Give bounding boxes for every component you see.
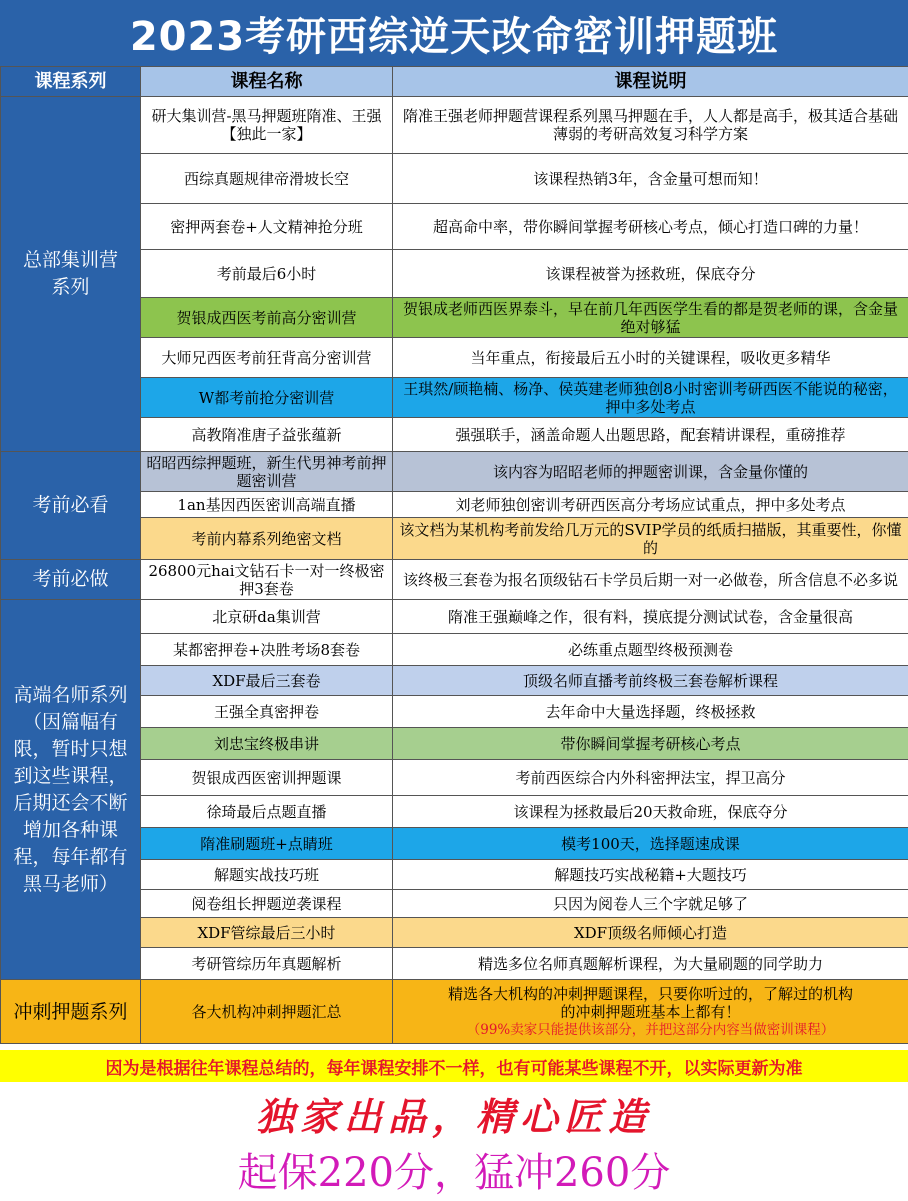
course-name: 昭昭西综押题班，新生代男神考前押题密训营 xyxy=(141,452,393,492)
course-name: 大师兄西医考前狂背高分密训营 xyxy=(141,338,393,378)
page-title: 2023考研西综逆天改命密训押题班 xyxy=(0,0,908,66)
course-name: 1an基因西医密训高端直播 xyxy=(141,492,393,518)
category-label: 总部集训营系列 xyxy=(22,249,118,298)
course-name: 隋准刷题班+点睛班 xyxy=(141,828,393,860)
course-name: 贺银成西医密训押题课 xyxy=(141,760,393,796)
course-name: 王强全真密押卷 xyxy=(141,696,393,728)
table-row xyxy=(1,980,908,1044)
course-desc: 模考100天，选择题速成课 xyxy=(393,828,908,860)
course-name: 考前内幕系列绝密文档 xyxy=(141,518,393,560)
course-desc: 只因为阅卷人三个字就足够了 xyxy=(393,890,908,918)
course-desc: 刘老师独创密训考研西医高分考场应试重点，押中多处考点 xyxy=(393,492,908,518)
course-desc: XDF顶级名师倾心打造 xyxy=(393,918,908,948)
table-row xyxy=(1,97,908,154)
course-name: 贺银成西医考前高分密训营 xyxy=(141,298,393,338)
course-name: 西综真题规律帝滑坡长空 xyxy=(141,154,393,204)
header-category: 课程系列 xyxy=(1,67,141,97)
course-desc: 去年命中大量选择题，终极拯救 xyxy=(393,696,908,728)
slogan: 独家出品，精心匠造 xyxy=(255,1094,652,1139)
course-desc: 当年重点，衔接最后五小时的关键课程，吸收更多精华 xyxy=(393,338,908,378)
course-desc: 考前西医综合内外科密押法宝，捍卫高分 xyxy=(393,760,908,796)
course-desc: 该课程热销3年，含金量可想而知！ xyxy=(393,154,908,204)
course-desc: 该课程被誉为拯救班，保底夺分 xyxy=(393,250,908,298)
course-desc: 隋准王强巅峰之作，很有料，摸底提分测试试卷，含金量很高 xyxy=(393,600,908,634)
course-desc: 隋准王强老师押题营课程系列黑马押题在手，人人都是高手，极其适合基础薄弱的考研高效复习科学方案 xyxy=(393,97,908,154)
course-desc: 精选多位名师真题解析课程，为大量刷题的同学助力 xyxy=(393,948,908,980)
course-desc: 超高命中率，带你瞬间掌握考研核心考点，倾心打造口碑的力量！ xyxy=(393,204,908,250)
course-name: 刘忠宝终极串讲 xyxy=(141,728,393,760)
course-desc: 顶级名师直播考前终极三套卷解析课程 xyxy=(393,666,908,696)
table-row xyxy=(1,452,908,492)
score-line: 起保220分，猛冲260分 xyxy=(237,1150,671,1196)
course-desc: 贺银成老师西医界泰斗，早在前几年西医学生看的都是贺老师的课，含金量绝对够猛 xyxy=(393,298,908,338)
category-cell xyxy=(1,97,141,452)
category-cell xyxy=(1,600,141,980)
course-desc: 带你瞬间掌握考研核心考点 xyxy=(393,728,908,760)
course-name: W都考前抢分密训营 xyxy=(141,378,393,418)
course-name: 阅卷组长押题逆袭课程 xyxy=(141,890,393,918)
course-name: 徐琦最后点题直播 xyxy=(141,796,393,828)
course-desc: 王琪然/顾艳楠、杨净、侯英建老师独创8小时密训考研西医不能说的秘密，押中多处考点 xyxy=(393,378,908,418)
category-cell: 考前必看 xyxy=(1,452,141,560)
course-name: 北京研da集训营 xyxy=(141,600,393,634)
course-name: 26800元hai文钻石卡一对一终极密押3套卷 xyxy=(141,560,393,600)
course-desc-cell xyxy=(393,980,908,1044)
course-name: 各大机构冲刺押题汇总 xyxy=(141,980,393,1044)
course-desc: 必练重点题型终极预测卷 xyxy=(393,634,908,666)
header-desc: 课程说明 xyxy=(393,67,908,97)
course-name: 某都密押卷+决胜考场8套卷 xyxy=(141,634,393,666)
table-header-row xyxy=(1,67,908,97)
header-name: 课程名称 xyxy=(141,67,393,97)
category-cell: 冲刺押题系列 xyxy=(1,980,141,1044)
course-name: 研大集训营-黑马押题班隋准、王强【独此一家】 xyxy=(141,97,393,154)
course-name: XDF管综最后三小时 xyxy=(141,918,393,948)
course-desc: 精选各大机构的冲刺押题课程，只要你听过的，了解过的机构的冲刺押题班基本上都有！ xyxy=(447,984,853,1021)
course-desc: 解题技巧实战秘籍+大题技巧 xyxy=(393,860,908,890)
course-desc: 该课程为拯救最后20天救命班，保底夺分 xyxy=(393,796,908,828)
course-name: XDF最后三套卷 xyxy=(141,666,393,696)
course-note: （99%卖家只能提供该部分，并把这部分内容当做密训课程） xyxy=(466,1021,835,1038)
update-notice: 因为是根据往年课程总结的，每年课程安排不一样，也有可能某些课程不开，以实际更新为准 xyxy=(0,1050,908,1082)
course-name: 考研管综历年真题解析 xyxy=(141,948,393,980)
category-cell: 考前必做 xyxy=(1,560,141,600)
course-table xyxy=(0,66,908,1044)
course-desc: 该终极三套卷为报名顶级钻石卡学员后期一对一必做卷，所含信息不必多说 xyxy=(393,560,908,600)
table-row xyxy=(1,600,908,634)
course-desc: 强强联手，涵盖命题人出题思路，配套精讲课程，重磅推荐 xyxy=(393,418,908,452)
course-name: 高教隋准唐子益张蕴新 xyxy=(141,418,393,452)
course-name: 密押两套卷+人文精神抢分班 xyxy=(141,204,393,250)
table-row xyxy=(1,560,908,600)
course-name: 解题实战技巧班 xyxy=(141,860,393,890)
course-name: 考前最后6小时 xyxy=(141,250,393,298)
course-desc: 该内容为昭昭老师的押题密训课，含金量你懂的 xyxy=(393,452,908,492)
course-desc: 该文档为某机构考前发给几万元的SVIP学员的纸质扫描版，其重要性，你懂的 xyxy=(393,518,908,560)
category-label: 高端名师系列（因篇幅有限，暂时只想到这些课程，后期还会不断增加各种课程，每年都有黑马老师） xyxy=(13,683,128,895)
